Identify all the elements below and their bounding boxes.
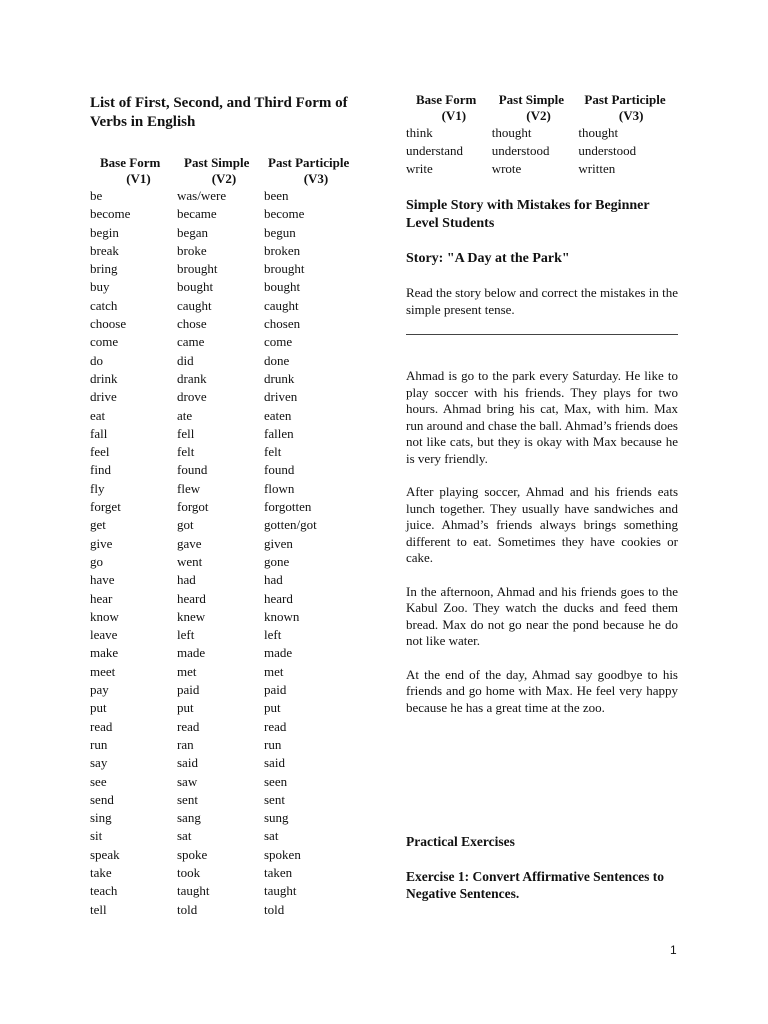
exercise-1-title: Exercise 1: Convert Affirmative Sentences to Negative Sentences. — [406, 869, 665, 901]
base-form-cell: come — [90, 334, 119, 350]
table-row — [90, 699, 364, 717]
table-row — [90, 626, 364, 644]
table-header-row — [406, 92, 678, 124]
past-simple-cell: caught — [177, 297, 212, 313]
table-row — [90, 827, 364, 845]
past-simple-cell: drank — [177, 370, 207, 386]
table-row — [90, 553, 364, 571]
past-simple-cell: flew — [177, 480, 201, 496]
past-participle-cell: had — [264, 572, 283, 588]
past-simple-cell: knew — [177, 608, 206, 624]
table-row — [90, 425, 364, 443]
base-form-cell: take — [90, 864, 112, 880]
past-simple-cell: taught — [177, 883, 210, 899]
past-simple-cell: spoke — [177, 846, 208, 862]
base-form-cell: fly — [90, 480, 105, 496]
past-simple-cell: felt — [177, 444, 195, 460]
verb-forms-table-continued — [406, 92, 678, 178]
base-form-cell: do — [90, 352, 103, 368]
base-form-cell: tell — [90, 901, 107, 917]
past-participle-cell: understood — [578, 143, 637, 158]
past-participle-cell: gone — [264, 553, 290, 569]
past-simple-cell: did — [177, 352, 194, 368]
past-simple-cell: made — [177, 645, 206, 661]
table-row — [90, 773, 364, 791]
table-row — [90, 901, 364, 919]
past-simple-cell: ate — [177, 407, 193, 423]
table-row — [90, 278, 364, 296]
table-row — [90, 718, 364, 736]
past-participle-cell: become — [264, 206, 305, 222]
base-form-cell: meet — [90, 663, 116, 679]
past-simple-cell: met — [177, 663, 197, 679]
past-participle-cell: been — [264, 188, 289, 203]
past-simple-cell: came — [177, 334, 205, 350]
past-simple-cell: heard — [177, 590, 206, 606]
table-row — [90, 846, 364, 864]
header-past-participle: Past Participle (V3) — [268, 155, 350, 186]
base-form-cell: choose — [90, 316, 127, 332]
past-participle-cell: gotten/got — [264, 517, 317, 533]
table-row — [90, 480, 364, 498]
table-row — [90, 315, 364, 333]
base-form-cell: teach — [90, 883, 118, 899]
table-row — [90, 187, 364, 205]
past-participle-cell: forgotten — [264, 499, 312, 515]
story-paragraph-1: Ahmad is go to the park every Saturday. He like to play soccer with his friends. They plays for two hours. Ahmad bring his cat, Max, with him. Max run around and chase the ball. Ahmad’s friends does not like cats, but they is okay with Max because he is very friendly. — [406, 368, 678, 466]
base-form-cell: fall — [90, 425, 108, 441]
base-form-cell: sing — [90, 810, 112, 826]
table-row — [90, 370, 364, 388]
past-simple-cell: ran — [177, 736, 194, 752]
past-simple-cell: broke — [177, 242, 207, 258]
past-participle-cell: brought — [264, 261, 305, 277]
base-form-cell: send — [90, 791, 114, 807]
exercises-title: Practical Exercises — [406, 834, 515, 849]
past-participle-cell: caught — [264, 297, 299, 313]
past-simple-cell: put — [177, 700, 194, 716]
past-participle-cell: chosen — [264, 316, 301, 332]
past-simple-cell: wrote — [491, 161, 522, 176]
past-simple-cell: saw — [177, 773, 198, 789]
table-row — [90, 864, 364, 882]
table-row — [90, 388, 364, 406]
past-participle-cell: said — [264, 755, 285, 771]
past-simple-cell: took — [177, 864, 201, 880]
past-simple-cell: sat — [177, 828, 192, 844]
table-row — [90, 352, 364, 370]
base-form-cell: buy — [90, 279, 110, 295]
base-form-cell: know — [90, 608, 119, 624]
past-simple-cell: paid — [177, 682, 200, 698]
base-form-cell: eat — [90, 407, 106, 423]
past-simple-cell: understood — [491, 143, 550, 158]
table-row — [90, 644, 364, 662]
table-row — [90, 443, 364, 461]
table-row — [90, 297, 364, 315]
past-simple-cell: became — [177, 206, 217, 222]
story-section-title: Simple Story with Mistakes for Beginner Level Students — [406, 198, 650, 231]
past-participle-cell: thought — [578, 125, 619, 140]
base-form-cell: forget — [90, 499, 121, 515]
base-form-cell: see — [90, 773, 107, 789]
past-participle-cell: flown — [264, 480, 295, 496]
table-row — [90, 407, 364, 425]
base-form-cell: leave — [90, 627, 118, 643]
story-title: Story: "A Day at the Park" — [406, 251, 570, 266]
story-paragraph-3: In the afternoon, Ahmad and his friends goes to the Kabul Zoo. They watch the ducks and feed them bread. Max do not go near the pond because he do not like water. — [406, 583, 678, 648]
base-form-cell: have — [90, 572, 115, 588]
past-simple-cell: forgot — [177, 499, 209, 515]
past-simple-cell: drove — [177, 389, 207, 405]
past-simple-cell: sang — [177, 810, 201, 826]
past-participle-cell: written — [578, 161, 616, 176]
table-row — [90, 571, 364, 589]
base-form-cell: feel — [90, 444, 110, 460]
past-participle-cell: taken — [264, 864, 293, 880]
past-participle-cell: read — [264, 718, 287, 734]
base-form-cell: pay — [90, 682, 109, 698]
table-row — [90, 260, 364, 278]
past-simple-cell: was/were — [177, 188, 227, 203]
past-participle-cell: given — [264, 535, 293, 551]
past-participle-cell: drunk — [264, 370, 295, 386]
past-simple-cell: had — [177, 572, 196, 588]
document-title: List of First, Second, and Third Form of Verbs in English — [90, 95, 348, 130]
table-row — [90, 681, 364, 699]
past-participle-cell: taught — [264, 883, 297, 899]
table-row — [90, 791, 364, 809]
header-base-form: Base Form (V1) — [416, 92, 477, 123]
past-simple-cell: told — [177, 901, 198, 917]
left-column — [90, 92, 375, 919]
past-participle-cell: begun — [264, 224, 296, 240]
past-participle-cell: left — [264, 627, 282, 643]
past-participle-cell: heard — [264, 590, 293, 606]
page-number: 1 — [670, 943, 677, 957]
past-participle-cell: sung — [264, 810, 289, 826]
base-form-cell: go — [90, 553, 103, 569]
past-simple-cell: found — [177, 462, 208, 478]
verb-rows — [406, 124, 678, 178]
header-past-simple: Past Simple (V2) — [184, 155, 250, 186]
header-past-participle: Past Participle (V3) — [584, 92, 666, 123]
base-form-cell: find — [90, 462, 111, 478]
past-participle-cell: seen — [264, 773, 288, 789]
table-row — [90, 333, 364, 351]
base-form-cell: think — [406, 125, 433, 140]
past-simple-cell: chose — [177, 316, 207, 332]
past-participle-cell: sent — [264, 791, 285, 807]
story-instructions: Read the story below and correct the mistakes in the simple present tense. — [406, 285, 678, 317]
table-row — [90, 242, 364, 260]
table-row — [90, 224, 364, 242]
base-form-cell: speak — [90, 846, 120, 862]
table-row — [90, 535, 364, 553]
past-simple-cell: read — [177, 718, 200, 734]
base-form-cell: read — [90, 718, 113, 734]
past-participle-cell: bought — [264, 279, 301, 295]
table-row — [90, 461, 364, 479]
past-simple-cell: went — [177, 553, 203, 569]
past-simple-cell: got — [177, 517, 194, 533]
table-row — [90, 754, 364, 772]
base-form-cell: give — [90, 535, 113, 551]
table-row — [90, 736, 364, 754]
past-simple-cell: bought — [177, 279, 214, 295]
past-participle-cell: driven — [264, 389, 298, 405]
past-participle-cell: spoken — [264, 846, 301, 862]
past-simple-cell: said — [177, 755, 198, 771]
base-form-cell: put — [90, 700, 107, 716]
past-participle-cell: done — [264, 352, 290, 368]
past-participle-cell: put — [264, 700, 281, 716]
table-row — [90, 809, 364, 827]
base-form-cell: become — [90, 206, 131, 222]
past-simple-cell: thought — [491, 125, 532, 140]
base-form-cell: get — [90, 517, 106, 533]
table-row — [90, 590, 364, 608]
base-form-cell: begin — [90, 224, 119, 240]
past-participle-cell: known — [264, 608, 300, 624]
base-form-cell: sit — [90, 828, 103, 844]
table-row — [90, 608, 364, 626]
table-row — [90, 205, 364, 223]
header-base-form: Base Form (V1) — [100, 155, 161, 186]
past-participle-cell: eaten — [264, 407, 292, 423]
table-row — [406, 142, 678, 160]
past-simple-cell: gave — [177, 535, 202, 551]
base-form-cell: write — [406, 161, 433, 176]
past-participle-cell: sat — [264, 828, 279, 844]
base-form-cell: break — [90, 242, 119, 258]
base-form-cell: understand — [406, 143, 464, 158]
past-participle-cell: fallen — [264, 425, 294, 441]
past-participle-cell: found — [264, 462, 295, 478]
past-participle-cell: felt — [264, 444, 282, 460]
separator-line — [406, 334, 678, 335]
base-form-cell: drink — [90, 370, 118, 386]
past-simple-cell: fell — [177, 425, 195, 441]
table-header-row — [90, 155, 364, 187]
story-paragraph-4: At the end of the day, Ahmad say goodbye to his friends and go home with Max. He feel very happy because he has a great time at the zoo. — [406, 666, 678, 715]
past-simple-cell: left — [177, 627, 195, 643]
base-form-cell: make — [90, 645, 119, 661]
verb-forms-table — [90, 155, 364, 919]
past-participle-cell: met — [264, 663, 284, 679]
verb-rows — [90, 187, 364, 919]
base-form-cell: bring — [90, 261, 118, 277]
table-row — [90, 498, 364, 516]
past-participle-cell: made — [264, 645, 293, 661]
base-form-cell: drive — [90, 389, 117, 405]
past-simple-cell: brought — [177, 261, 218, 277]
base-form-cell: hear — [90, 590, 113, 606]
table-row — [90, 516, 364, 534]
base-form-cell: run — [90, 736, 108, 752]
past-participle-cell: broken — [264, 242, 301, 258]
past-participle-cell: paid — [264, 682, 287, 698]
base-form-cell: say — [90, 755, 108, 771]
table-row — [90, 882, 364, 900]
past-simple-cell: sent — [177, 791, 198, 807]
base-form-cell: be — [90, 188, 103, 203]
table-row — [406, 160, 678, 178]
past-participle-cell: come — [264, 334, 293, 350]
base-form-cell: catch — [90, 297, 118, 313]
past-simple-cell: began — [177, 224, 209, 240]
header-past-simple: Past Simple (V2) — [498, 92, 565, 123]
table-row — [90, 663, 364, 681]
right-column — [406, 92, 678, 902]
past-participle-cell: run — [264, 736, 282, 752]
table-row — [406, 124, 678, 142]
past-participle-cell: told — [264, 901, 285, 917]
story-paragraph-2: After playing soccer, Ahmad and his friends eats lunch together. They usually have sandwiches and juice. Ahmad’s friends always brings something different to eat. Sometimes they have cookies or cake. — [406, 484, 678, 565]
